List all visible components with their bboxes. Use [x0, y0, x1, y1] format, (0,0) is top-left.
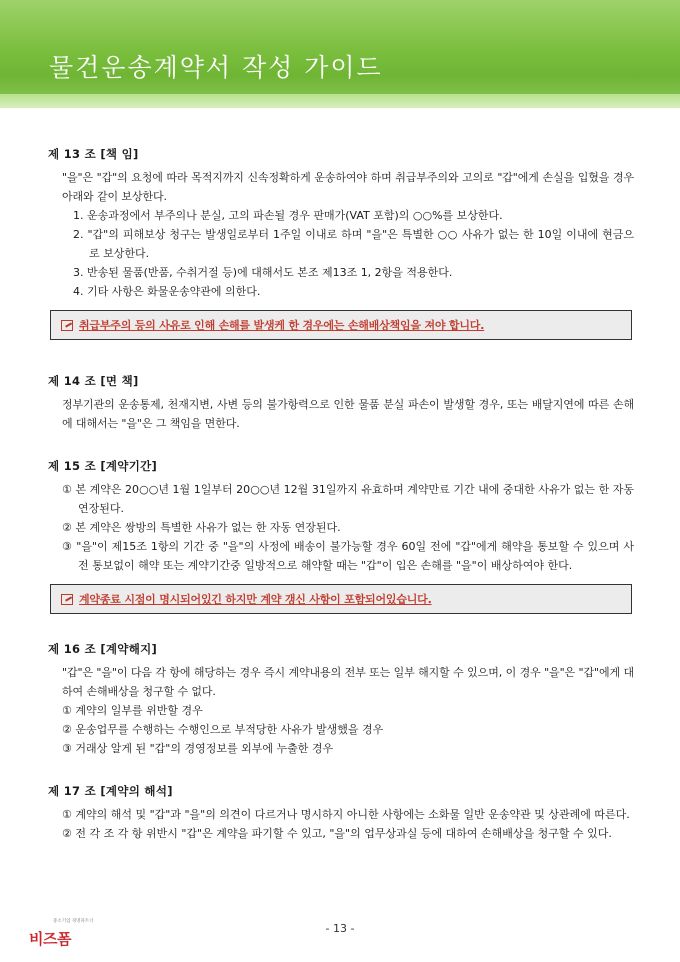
- list-item: 1. 운송과정에서 부주의나 분실, 고의 파손될 경우 판매가(VAT 포함)의 ○○%를 보상한다.: [73, 209, 503, 222]
- article-title: 제 14 조 [면 책]: [48, 374, 139, 388]
- page-number: - 13 -: [325, 922, 355, 935]
- logo-text: 비즈폼: [29, 930, 71, 948]
- list-item: ① 본 계약은 20○○년 1월 1일부터 20○○년 12월 31일까지 유효하며 계약만료 기간 내에 중대한 사유가 없는 한 자동 연장된다.: [62, 483, 634, 515]
- list-item: ③ "을"이 제15조 1항의 기간 중 "을"의 사정에 배송이 불가능할 경우 60일 전에 "갑"에게 해약을 통보할 수 있으며 사전 통보없이 해약 또는 계약기간중 일방적으로 해약할 때는 "갑"이 입은 손해를 "을"이 배상하여야 한다.: [62, 540, 634, 572]
- notice-box: [50, 584, 632, 614]
- article-15: [48, 458, 634, 614]
- article-title: 제 16 조 [계약해지]: [48, 642, 158, 656]
- list-item: ① 계약의 해석 및 "갑"과 "을"의 의견이 다르거나 명시하지 아니한 사항에는 소화물 일반 운송약관 및 상관례에 따른다.: [62, 808, 630, 821]
- logo-subtitle: 중소기업 경영파트너: [53, 919, 94, 924]
- list-item: 4. 기타 사항은 화물운송약관에 의한다.: [73, 285, 261, 298]
- list-item: 3. 반송된 물품(반품, 수취거절 등)에 대해서도 본조 제13조 1, 2항을 적용한다.: [73, 266, 453, 279]
- article-paragraph: 정부기관의 운송통제, 천재지변, 사변 등의 불가항력으로 인한 물품 분실 파손이 발생할 경우, 또는 배달지연에 따른 손해에 대해서는 "을"은 그 책임을 면한다.: [62, 398, 634, 430]
- page-title: 물건운송계약서 작성 가이드: [49, 53, 383, 82]
- article-title: 제 15 조 [계약기간]: [48, 459, 158, 473]
- notice-text: 취급부주의 등의 사유로 인해 손해를 발생케 한 경우에는 손해배상책임을 져야 합니다.: [79, 319, 485, 332]
- article-13: [48, 146, 634, 340]
- list-item: ② 전 각 조 각 항 위반시 "갑"은 계약을 파기할 수 있고, "을"의 업무상과실 등에 대하여 손해배상을 청구할 수 있다.: [62, 827, 612, 840]
- list-item: ① 계약의 일부를 위반할 경우: [62, 704, 203, 717]
- article-14: [48, 373, 634, 433]
- list-item: ② 운송업무를 수행하는 수행인으로 부적당한 사유가 발생했을 경우: [62, 723, 384, 736]
- notice-text: 계약종료 시점이 명시되어있긴 하지만 계약 갱신 사항이 포함되어있습니다.: [79, 593, 432, 606]
- header-band: [0, 94, 680, 108]
- article-17: [48, 783, 634, 843]
- article-paragraph: "갑"은 "을"이 다음 각 항에 해당하는 경우 즉시 계약내용의 전부 또는 일부 해지할 수 있으며, 이 경우 "을"은 "갑"에게 대하여 손해배상을 청구할 수 없다.: [62, 666, 634, 698]
- article-16: [48, 641, 634, 758]
- article-title: 제 13 조 [책 임]: [48, 147, 139, 161]
- article-title: 제 17 조 [계약의 해석]: [48, 784, 173, 798]
- document-body: [48, 146, 634, 843]
- list-item: ② 본 계약은 쌍방의 특별한 사유가 없는 한 자동 연장된다.: [62, 521, 341, 534]
- memo-icon: [61, 594, 73, 605]
- page-header: [0, 0, 680, 108]
- list-item: ③ 거래상 알게 된 "갑"의 경영정보를 외부에 누출한 경우: [62, 742, 334, 755]
- article-paragraph: "을"은 "갑"의 요청에 따라 목적지까지 신속정확하게 운송하여야 하며 취급부주의와 고의로 "갑"에게 손실을 입혔을 경우 아래와 같이 보상한다.: [62, 171, 634, 203]
- memo-icon: [61, 320, 73, 331]
- notice-box: [50, 310, 632, 340]
- list-item: 2. "갑"의 피해보상 청구는 발생일로부터 1주일 이내로 하며 "을"은 특별한 ○○ 사유가 없는 한 10일 이내에 현금으로 보상한다.: [73, 228, 634, 260]
